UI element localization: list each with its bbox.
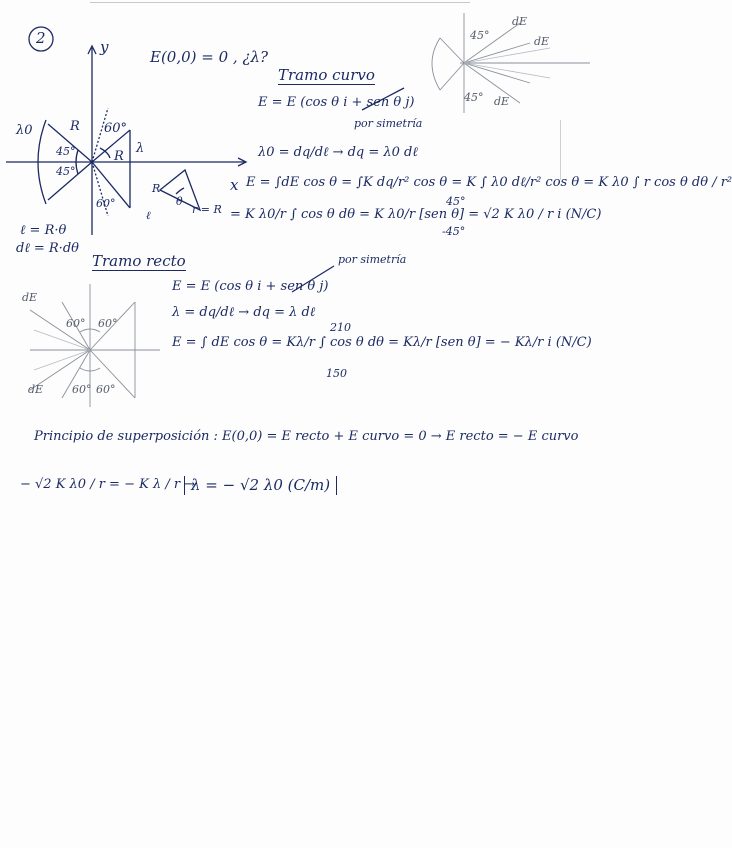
straight-limit-upper: 210 — [330, 321, 351, 334]
sector-label-l: ℓ — [146, 209, 151, 222]
curved-limit-lower: -45° — [442, 225, 466, 238]
question-text: E(0,0) = 0 , ¿λ? — [150, 48, 269, 66]
sd-60-a: 60° — [66, 317, 86, 330]
curved-density-eq: λ0 = dq/dℓ → dq = λ0 dℓ — [258, 145, 418, 160]
superposition-conclusion: − √2 K λ0 / r = − K λ / r → — [20, 477, 196, 492]
straight-integral-line: E = ∫ dE cos θ = Kλ/r ∫ cos θ dθ = Kλ/r [sen θ] = − Kλ/r i (N/C) — [172, 335, 592, 350]
axis-y-label: y — [100, 38, 109, 56]
sen-strike — [360, 84, 410, 114]
angle-45-upper: 45° — [56, 145, 76, 158]
sd-60-b: 60° — [98, 317, 118, 330]
tr-angle-45-lower: 45° — [464, 91, 484, 104]
tr-de-1: dE — [512, 15, 528, 28]
straight-title: Tramo recto — [92, 252, 186, 270]
curved-limit-upper: 45° — [446, 195, 466, 208]
tr-de-3: dE — [494, 95, 510, 108]
curved-field-eq: E = E (cos θ i + sen θ j) — [258, 95, 415, 110]
sector-label-r: R — [152, 182, 161, 195]
axis-x-label: x — [230, 176, 239, 194]
top-right-diagram — [420, 8, 600, 118]
sd-60-c: 60° — [72, 383, 92, 396]
scan-edge-line — [90, 2, 470, 3]
sd-de-lower: dE — [28, 383, 44, 396]
straight-field-eq: E = E (cos θ i + sen θ j) — [172, 279, 329, 294]
curved-symmetry-note: por simetría — [354, 117, 423, 130]
lambda0-label: λ0 — [16, 123, 33, 138]
scan-edge-line — [560, 120, 561, 180]
straight-sen-strike — [290, 262, 340, 296]
sector-label-theta: θ — [176, 195, 183, 208]
lambda-label: λ — [136, 141, 145, 156]
arc-differential-eq: dℓ = R·dθ — [16, 241, 79, 256]
straight-density-eq: λ = dq/dℓ → dq = λ dℓ — [172, 305, 316, 320]
radius-label-upper: R — [70, 119, 80, 134]
tr-de-2: dE — [534, 35, 550, 48]
sd-60-d: 60° — [96, 383, 116, 396]
angle-60-lower: 60° — [96, 197, 116, 210]
angle-60-upper: 60° — [104, 121, 128, 136]
sd-de-upper: dE — [22, 291, 38, 304]
sector-label-r-equals: r = R — [192, 203, 222, 216]
radius-label-right: R — [114, 149, 124, 164]
problem-number: 2 — [36, 29, 46, 47]
curved-integral-line2: = K λ0/r ∫ cos θ dθ = K λ0/r [sen θ] = √2 K λ0 / r i (N/C) — [230, 207, 602, 222]
straight-symmetry-note: por simetría — [338, 253, 407, 266]
superposition-text: Principio de superposición : E(0,0) = E recto + E curvo = 0 → E recto = − E curvo — [34, 429, 579, 444]
final-result: λ = − √2 λ0 (C/m) — [184, 476, 337, 495]
curved-integral-line1: E = ∫dE cos θ = ∫K dq/r² cos θ = K ∫ λ0 dℓ/r² cos θ = K λ0 ∫ r cos θ dθ / r² — [246, 175, 732, 190]
straight-limit-lower: 150 — [326, 367, 347, 380]
angle-45-lower: 45° — [56, 165, 76, 178]
tr-angle-45-upper: 45° — [470, 29, 490, 42]
curved-title: Tramo curvo — [278, 66, 375, 84]
arc-length-eq: ℓ = R·θ — [20, 223, 67, 238]
